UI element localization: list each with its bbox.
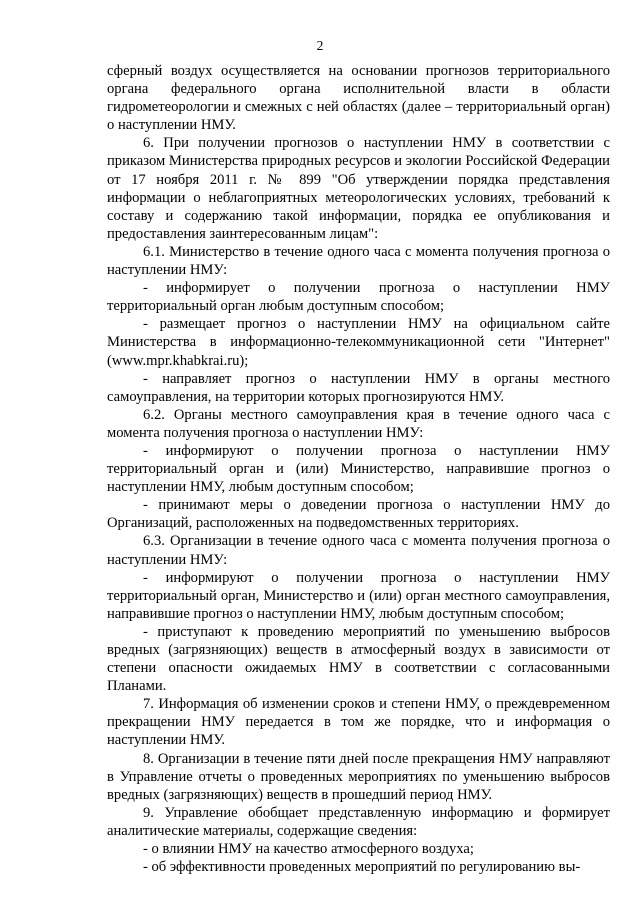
paragraph: 6.1. Министерство в течение одного часа с момента получения прогноза о наступлении НМУ: (107, 243, 610, 279)
list-item: - приступают к проведению мероприятий по уменьшению выбросов вредных (загрязняющих) веществ в атмосферный воздух в зависимости от степени опасности ожидаемых НМУ в соответствии с согласованными Планами. (107, 623, 610, 695)
list-item: - информирует о получении прогноза о наступлении НМУ территориальный орган любым доступным способом; (107, 280, 610, 315)
paragraph: 8. Организации в течение пяти дней после прекращения НМУ направляют в Управление отчеты о проведенных мероприятиях по уменьшению выбросов вредных (загрязняющих) веществ в прошедший период НМУ. (107, 750, 610, 803)
paragraph: 6.3. Организации в течение одного часа с момента получения прогноза о наступлении НМУ: (107, 533, 610, 568)
list-item: - информируют о получении прогноза о наступлении НМУ территориальный орган, Министерство и (или) орган местного самоуправления, направившие прогноз о наступлении НМУ, любым доступным способом; (107, 569, 610, 622)
paragraph: сферный воздух осуществляется на основании прогнозов территориального органа федерального органа исполнительной власти в области гидрометеорологии и смежных с ней областях (далее – территориальный орган) о наступлении НМУ. (107, 63, 610, 134)
list-item: - об эффективности проведенных мероприятий по регулированию вы- (143, 859, 581, 876)
paragraph: 6. При получении прогнозов о наступлении НМУ в соответствии с приказом Министерства природных ресурсов и экологии Российской Федерации от 17 ноября 2011 г. № 899 "Об утверждении порядка представления информации о неблагоприятных метеорологических условиях, требований к составу и содержанию такой информации, порядка ее опубликования и предоставления заинтересованным лицам": (107, 135, 610, 242)
list-item: - принимают меры о доведении прогноза о наступлении НМУ до Организаций, расположенных на подведомственных территориях. (107, 497, 610, 532)
list-item: - информируют о получении прогноза о наступлении НМУ территориальный орган и (или) Министерство, направившие прогноз о наступлении НМУ, любым доступным способом; (107, 442, 610, 496)
paragraph: 6.2. Органы местного самоуправления края в течение одного часа с момента получения прогноза о наступлении НМУ: (107, 406, 610, 441)
page-number: 2 (316, 38, 324, 53)
list-item: - о влиянии НМУ на качество атмосферного воздуха; (143, 841, 474, 858)
document-body (107, 62, 610, 876)
paragraph: 9. Управление обобщает представленную информацию и формирует аналитические материалы, содержащие сведения: (107, 804, 610, 839)
paragraph: 7. Информация об изменении сроков и степени НМУ, о преждевременном прекращении НМУ передается в том же порядке, что и информация о наступлении НМУ. (107, 696, 610, 749)
list-item: - направляет прогноз о наступлении НМУ в органы местного самоуправления, на территории которых прогнозируются НМУ. (107, 370, 610, 405)
list-item: - размещает прогноз о наступлении НМУ на официальном сайте Министерства в информационно-телекоммуникационной сети "Интернет" (www.mpr.khabkrai.ru); (107, 316, 610, 369)
